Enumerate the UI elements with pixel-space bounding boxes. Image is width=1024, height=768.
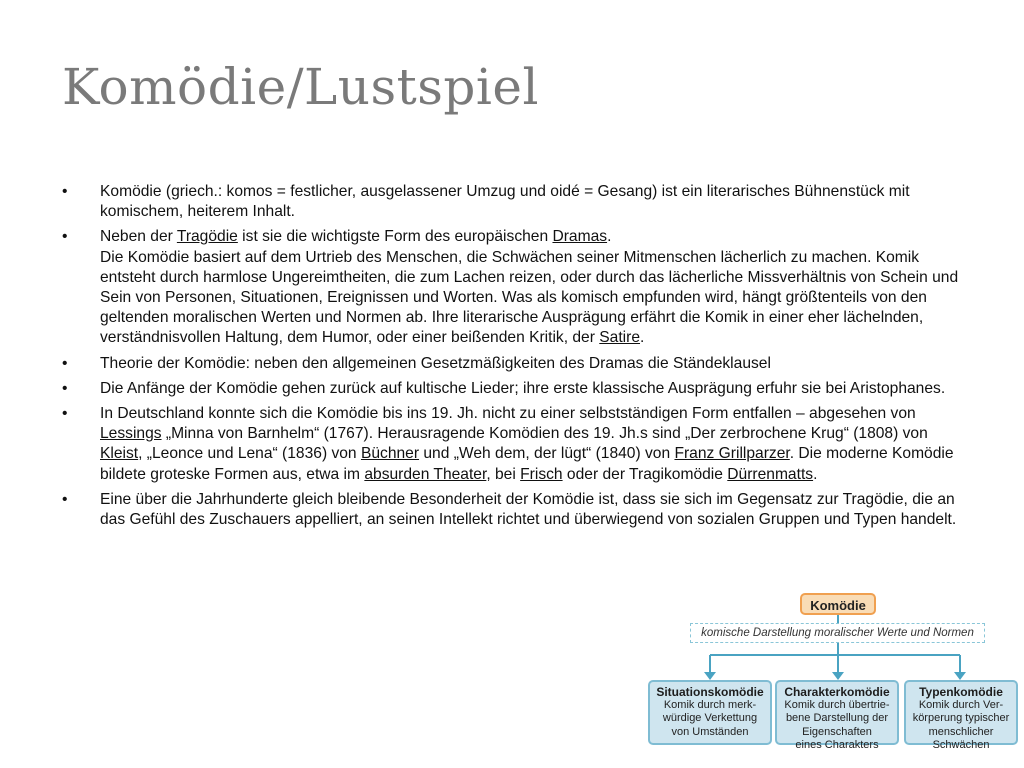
bullet-text: „Minna von Barnhelm“ (1767). Herausragende Komödien des 19. Jh.s sind „Der zerbrochene Krug“ (1808) von [161,425,928,443]
bullet-item [62,354,972,374]
bullet-text: . Die moderne Komödie bildete groteske Formen aus, etwa im [100,445,954,483]
link-lessings[interactable]: Lessings [100,425,162,443]
bullet-text: Neben der [100,228,177,246]
diagram-box-title: Typenkomödie [919,685,1003,699]
diagram-box-text: würdige Verkettung [662,712,758,725]
bullet-text: , bei [486,465,521,483]
diagram-box-situationskomoedie [648,680,772,745]
bullet-item [62,227,972,348]
bullet-item [62,404,972,485]
link-absurdes-theater[interactable]: absurden Theater [364,465,487,483]
diagram-box-text: körperung typischer [912,712,1010,725]
diagram-box-text: Komik durch Ver- [918,699,1004,711]
diagram-box-charakterkomoedie [775,680,899,752]
diagram-box-text: bene Darstellung der [785,712,889,725]
bullet-item [62,490,972,530]
link-kleist[interactable]: Kleist [100,445,139,463]
link-duerrenmatt[interactable]: Dürrenmatts [727,465,814,483]
diagram-box-title: Charakterkomödie [784,685,890,699]
diagram-box-text: von Umständen [671,725,749,738]
bullet-text: . [607,228,612,246]
bullet-text: . [813,465,818,483]
link-buechner[interactable]: Büchner [360,445,420,463]
arrow-head [704,672,716,680]
bullet-text: Komödie (griech.: komos = festlicher, ausgelassener Umzug und oidé = Gesang) ist ein literarisches Bühnenstück mit komischem, heiterem Inhalt. [100,183,910,221]
bullet-text: und „Weh dem, der lügt“ (1840) von [419,445,675,463]
bullet-text: ist sie die wichtigste Form des europäischen [237,228,553,246]
bullet-text: Die Komödie basiert auf dem Urtrieb des Menschen, die Schwächen seiner Mitmenschen lächerlich zu machen. Komik entsteht durch harmlose Ungereimtheiten, die zum Lachen reizen, oder durch das lächerliche Missverhältnis von Schein und Sein von Personen, Situationen, Ereignissen und Worten. Was als komisch empfunden wird, hängt größtenteils von den geltenden moralischen Werten und Normen ab. Ihre literarische Ausprägung erfährt die Komik in einer eher lächelnden, verständnisvollen Haltung, dem Humor, oder einer beißenden Kritik, der [100,248,959,347]
link-grillparzer[interactable]: Franz Grillparzer [674,445,790,463]
bullet-text: Eine über die Jahrhunderte gleich bleibende Besonderheit der Komödie ist, dass sie sich im Gegensatz zur Tragödie, die an das Gefühl des Zuschauers appelliert, an seinen Intellekt richtet und überwiegend von sozialen Gruppen und Typen handelt. [100,490,957,529]
arrow-head [954,672,966,680]
bullet-text: Theorie der Komödie: neben den allgemeinen Gesetzmäßigkeiten des Dramas die Ständeklausel [100,354,771,372]
diagram-description-box: komische Darstellung moralischer Werte und Normen [690,623,985,643]
diagram-box-text: menschlicher [928,725,994,738]
bullet-text: In Deutschland konnte sich die Komödie bis ins 19. Jh. nicht zu einer selbstständigen Form entfallen – abgesehen von [100,405,916,423]
bullet-item [62,379,972,399]
diagram-box-typenkomoedie [904,680,1018,752]
diagram-box-text: Schwächen [932,739,990,752]
link-tragoedie[interactable]: Tragödie [176,228,238,246]
bullet-item [62,182,972,222]
diagram-box-title: Situationskomödie [656,685,764,699]
diagram-box-text: Eigenschaften [802,725,872,738]
diagram-box-text: Komik durch übertrie- [784,699,890,711]
link-frisch[interactable]: Frisch [520,465,563,483]
komoedie-diagram [640,588,1024,768]
bullet-text: . [640,329,645,347]
bullet-text: , „Leonce und Lena“ (1836) von [138,445,361,463]
arrow-head [832,672,844,680]
diagram-box-text: Komik durch merk- [663,699,757,711]
slide-title: Komödie/Lustspiel [62,58,539,116]
link-satire[interactable]: Satire [599,329,641,347]
diagram-root-box: Komödie [800,593,876,615]
bullet-text: Die Anfänge der Komödie gehen zurück auf kultische Lieder; ihre erste klassische Ausprägung erfuhr sie bei Aristophanes. [100,379,946,397]
bullet-text: oder der Tragikomödie [562,465,728,483]
bullet-list [62,182,972,535]
link-dramas[interactable]: Dramas [552,228,608,246]
diagram-box-text: eines Charakters [795,739,879,752]
